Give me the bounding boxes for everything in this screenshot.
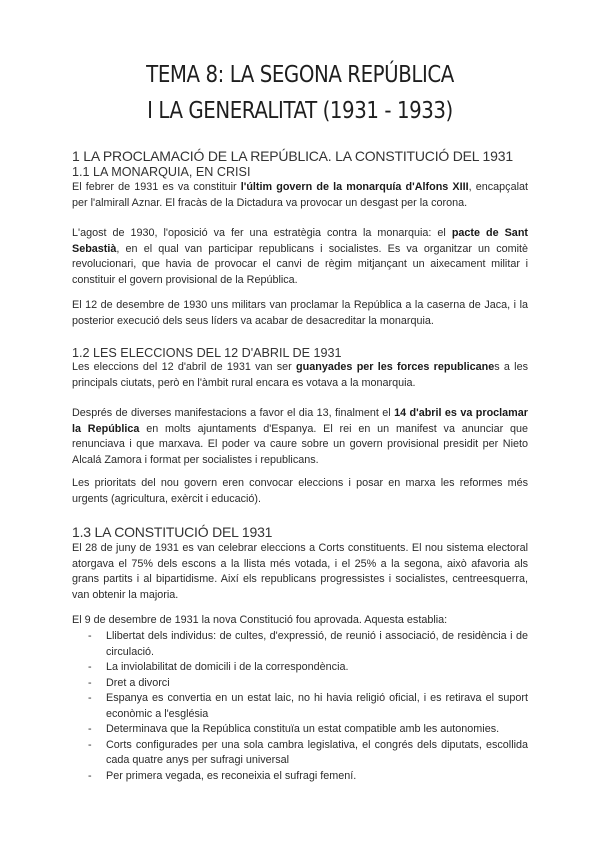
text-run: , en el qual van participar republicans i socialistes. Es va organitzar un comitè revolucionari, que havia de provocar el canvi de règim mitjançant un aixecament militar i constituir el govern provisional de la República. [72,242,528,286]
paragraph-1-2-c: Les prioritats del nou govern eren convocar eleccions i posar en marxa les reformes més urgents (agricultura, exèrcit i educació). [72,477,528,505]
subsection-heading-1-2: 1.2 LES ELECCIONS DEL 12 D'ABRIL DE 1931 [72,346,342,360]
paragraph-1-3-a: El 28 de juny de 1931 es van celebrar eleccions a Corts constituents. El nou sistema electoral atorgava el 75% dels escons a la llista més votada, i el 25% a la segona, això afavoria als grans partits i al bipartidisme. Així els republicans progressistes i socialistes, centreesquerra, van obtenir la majoria. [72,542,528,601]
list-item [72,629,528,660]
paragraph-1-2-b [72,406,528,468]
paragraph-1-1-c: El 12 de desembre de 1930 uns militars van proclamar la República a la caserna de Jaca, i la posterior execució dels seus líders va acabar de desacreditar la monarquia. [72,299,528,327]
list-item [72,691,528,722]
list-bullet: - [88,661,92,673]
section-heading-1: 1 LA PROCLAMACIÓ DE LA REPÚBLICA. LA CONSTITUCIÓ DEL 1931 [72,148,513,164]
text-run: Les eleccions del 12 d'abril de 1931 van ser [72,361,297,373]
constitution-list [72,629,528,784]
list-bullet: - [88,723,92,735]
bold-text: l'últim govern de la monarquía d'Alfons XIII [240,181,469,193]
list-item-text: Corts configurades per una sola cambra legislativa, el congrés dels diputats, escollida cada quatre anys per sufragi universal [106,738,528,766]
list-bullet: - [88,738,92,751]
paragraph-1-1-b [72,226,528,288]
text-run: en molts ajuntaments d'Espanya. El rei en un manifest va anunciar que renunciava i que marxava. El poder va caure sobre un govern provisional presidit per Nieto Alcalá Zamora i format per socialistes i republicans. [72,422,528,466]
list-item [72,676,528,692]
list-item [72,660,528,676]
paragraph-1-2-a [72,360,528,391]
paragraph-1-1-a [72,180,528,211]
bold-text: guanyades per les forces republicane [296,361,495,373]
list-item [72,722,528,738]
paragraph-1-3-b: El 9 de desembre de 1931 la nova Constitució fou aprovada. Aquesta establia: [72,614,448,626]
list-bullet: - [88,630,92,642]
list-item [72,738,528,769]
subsection-heading-1-1: 1.1 LA MONARQUIA, EN CRISI [72,165,251,179]
list-item-text: Espanya es convertia en un estat laic, no hi havia religió oficial, i es retirava el suport econòmic a l'església [106,692,528,720]
list-item [72,769,528,785]
list-bullet: - [88,676,92,689]
text-run: , encapçalat per l'almirall Aznar. El fracàs de la Dictadura va provocar un desgast per la corona. [72,181,528,209]
list-bullet: - [88,692,92,704]
text-run: s a les principals ciutats, però en l'àmbit rural encara es votava a la monarquia. [72,361,528,389]
bold-text: pacte de Sant Sebastià [72,227,529,255]
list-item-text: Per primera vegada, es reconeixia el sufragi femení. [106,769,357,782]
text-run: L'agost de 1930, l'oposició va fer una estratègia contra la monarquia: el [72,227,452,239]
list-bullet: - [88,769,92,782]
list-item-text: Dret a divorci [106,676,170,689]
list-item-text: Determinava que la República constituïa un estat compatible amb les autonomies. [106,723,500,735]
page-title-line-1: TEMA 8: LA SEGONA REPÚBLICA [146,62,454,88]
page-title-line-2: I LA GENERALITAT (1931 - 1933) [147,98,453,124]
bold-text: 14 d'abril es va proclamar la República [72,407,528,435]
text-run: Després de diverses manifestacions a favor el dia 13, finalment el [72,407,395,419]
text-run: El febrer de 1931 es va constituir [72,181,241,193]
subsection-heading-1-3: 1.3 LA CONSTITUCIÓ DEL 1931 [72,524,273,540]
list-item-text: La inviolabilitat de domicili i de la correspondència. [106,661,349,673]
list-item-text: Llibertat dels individus: de cultes, d'expressió, de reunió i associació, de residència i de circulació. [106,630,528,658]
